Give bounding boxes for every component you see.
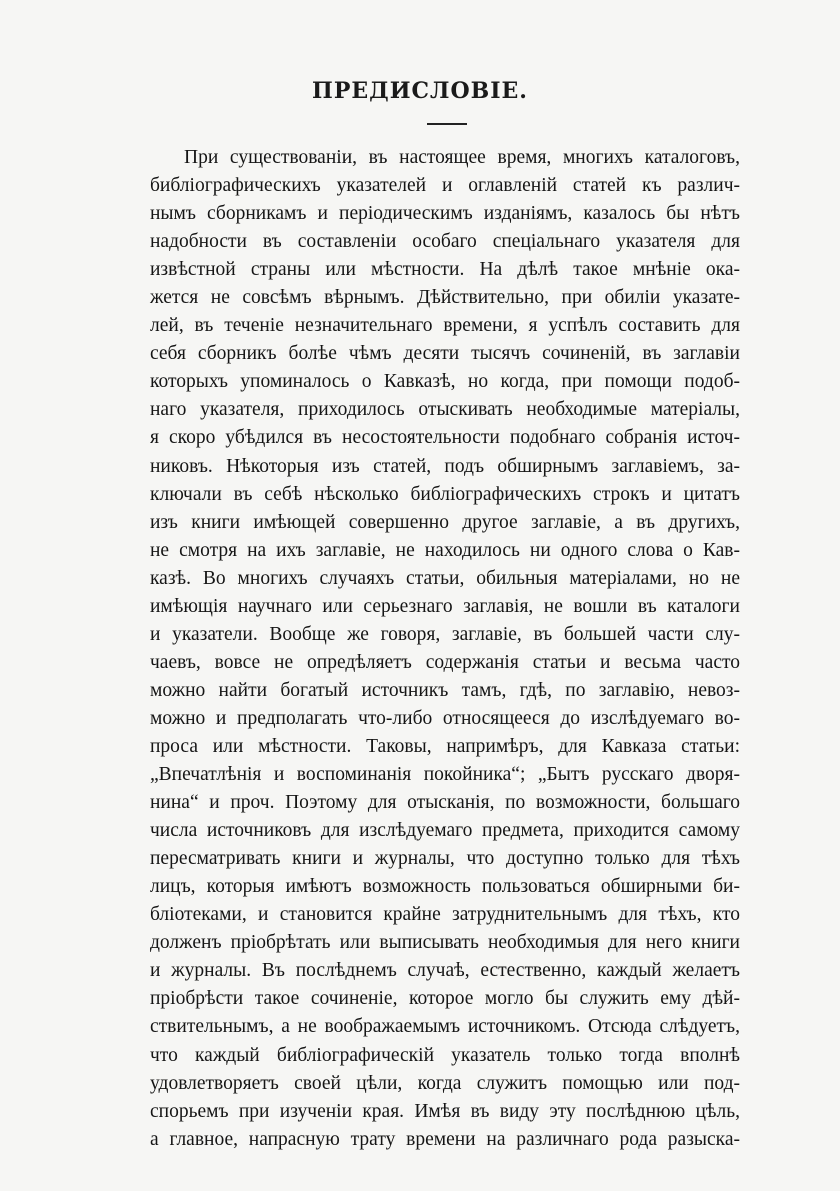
text-line: надобности въ составленiи особаго спецiальнаго указателя для bbox=[150, 231, 740, 253]
text-line: можно и предполагать что-либо относящееся до изслѣдуемаго во- bbox=[150, 707, 740, 729]
text-line: имѣющiя научнаго или серьезнаго заглавiя, не вошли въ каталоги bbox=[150, 595, 740, 617]
text-line: проса или мѣстности. Таковы, напримѣръ, для Кавказа статьи: bbox=[150, 735, 740, 757]
text-line: ствительнымъ, а не воображаемымъ источникомъ. Отсюда слѣдуетъ, bbox=[150, 1016, 740, 1038]
text-line: извѣстной страны или мѣстности. На дѣлѣ такое мнѣнie ока- bbox=[150, 259, 740, 281]
title-divider bbox=[427, 123, 467, 125]
text-line: я скоро убѣдился въ несостоятельности подобнаго собранiя источ- bbox=[150, 427, 740, 449]
text-line: никовъ. Нѣкоторыя изъ статей, подъ обширнымъ заглавiемъ, за- bbox=[150, 455, 740, 477]
text-line: а главное, напрасную трату времени на различнаго рода разыска- bbox=[150, 1128, 740, 1150]
text-line: изъ книги имѣющей совершенно другое заглавie, а въ другихъ, bbox=[150, 511, 740, 533]
text-line: жется не совсѣмъ вѣрнымъ. Дѣйствительно, при обилiи указате- bbox=[150, 287, 740, 309]
text-line: ключали въ себѣ нѣсколько библiографическихъ строкъ и цитатъ bbox=[150, 483, 740, 505]
text-line: блiотеками, и становится крайне затруднительнымъ для тѣхъ, кто bbox=[150, 904, 740, 926]
text-line: можно найти богатый источникъ тамъ, гдѣ, по заглавiю, невоз- bbox=[150, 679, 740, 701]
text-line: долженъ прiобрѣтать или выписывать необходимыя для него книги bbox=[150, 932, 740, 954]
text-line: „Впечатлѣнiя и воспоминанiя покойника“; „Бытъ русскаго дворя- bbox=[150, 764, 740, 786]
text-line: казѣ. Во многихъ случаяхъ статьи, обильныя матерiалами, но не bbox=[150, 567, 740, 589]
text-line: которыхъ упоминалось о Кавказѣ, но когда, при помощи подоб- bbox=[150, 371, 740, 393]
text-line: При существованiи, въ настоящее время, многихъ каталоговъ, bbox=[184, 147, 740, 168]
text-line: наго указателя, приходилось отыскивать необходимые матерiалы, bbox=[150, 399, 740, 421]
text-line: и журналы. Въ послѣднемъ случаѣ, естественно, каждый желаетъ bbox=[150, 960, 740, 982]
text-line: числа источниковъ для изслѣдуемаго предмета, приходится самому bbox=[150, 820, 740, 842]
text-line: лей, въ теченie незначительнаго времени, я успѣлъ составить для bbox=[150, 315, 740, 337]
preface-body bbox=[150, 144, 740, 1154]
text-line: что каждый библiографическiй указатель только тогда вполнѣ bbox=[150, 1044, 740, 1066]
text-line: библiографическихъ указателей и оглавленiй статей къ различ- bbox=[150, 175, 740, 197]
text-line: прiобрѣсти такое сочиненie, которое могло бы служить ему дѣй- bbox=[150, 988, 740, 1010]
text-line: нымъ сборникамъ и перiодическимъ изданiямъ, казалось бы нѣтъ bbox=[150, 203, 740, 225]
text-line: не смотря на ихъ заглавie, не находилось ни одного слова о Кав- bbox=[150, 539, 740, 561]
text-line: пересматривать книги и журналы, что доступно только для тѣхъ bbox=[150, 848, 740, 870]
text-line: чаевъ, вовсе не опредѣляетъ содержанiя статьи и весьма часто bbox=[150, 651, 740, 673]
text-line: лицъ, которыя имѣютъ возможность пользоваться обширными би- bbox=[150, 876, 740, 898]
text-line: и указатели. Вообще же говоря, заглавie, въ большей части слу- bbox=[150, 623, 740, 645]
text-line: удовлетворяетъ своей цѣли, когда служитъ помощью или под- bbox=[150, 1072, 740, 1094]
text-line: нина“ и проч. Поэтому для отысканiя, по возможности, большаго bbox=[150, 792, 740, 814]
text-line: спорьемъ при изученiи края. Имѣя въ виду эту послѣднюю цѣль, bbox=[150, 1100, 740, 1122]
page-title: ПРЕДИСЛОВIE. bbox=[312, 78, 528, 104]
text-line: себя сборникъ болѣе чѣмъ десяти тысячъ сочиненiй, въ заглавiи bbox=[150, 343, 740, 365]
